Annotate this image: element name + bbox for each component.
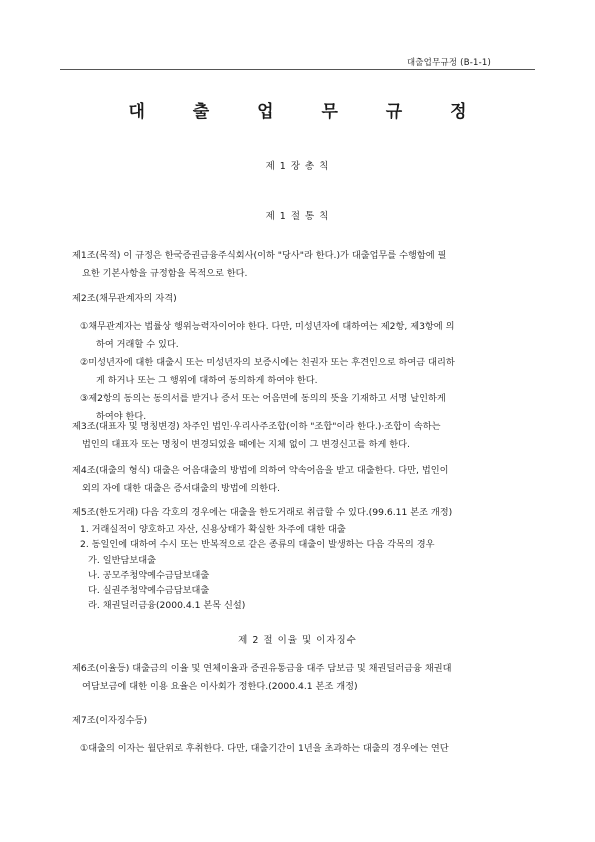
item-line: 게 하거나 또는 그 행위에 대하여 동의하게 하여야 한다. [96,375,318,386]
article-6-line: 여담보금에 대한 이용 요율은 이사회가 정한다.(2000.4.1 본조 개정) [82,681,358,692]
document-code: 대출업무규정 (B-1-1) [406,58,491,68]
article-5-subitems [88,553,528,613]
item-line: ①채무관계자는 법률상 행위능력자이어야 한다. 다만, 미성년자에 대하여는 제2항, 제3항에 의 [80,321,455,332]
article-5-items [80,522,520,552]
article-2-item-1 [80,318,525,354]
item-line: ③제2항의 동의는 동의서를 받거나 증서 또는 어음면에 동의의 뜻을 기재하고 서명 날인하게 [80,393,446,404]
chapter-heading: 제 1 장 총 칙 [265,161,330,172]
article-3 [72,418,527,454]
list-item: 1. 거래실적이 양호하고 자산, 신용상태가 확실한 차주에 대한 대출 [80,524,346,535]
item-line: 하여 거래할 수 있다. [96,339,179,350]
list-item: 다. 실권주청약예수금담보대출 [88,585,210,596]
article-6-line: 제6조(이율등) 대출금의 이율 및 연체이율과 증권유통금융 대주 담보금 및 채권딜러금융 채권대 [72,663,452,674]
section-heading: 제 1 절 통 칙 [265,211,330,222]
article-1-line: 제1조(목적) 이 규정은 한국증권금융주식회사(이하 "당사"라 한다.)가 대출업무를 수행함에 필 [72,250,447,261]
article-1-line: 요한 기본사항을 규정함을 목적으로 한다. [82,268,248,279]
article-3-line: 제3조(대표자 및 명칭변경) 차주인 법인·우리사주조합(이하 "조합"이라 한다.)·조합이 속하는 [72,421,441,432]
item-line: 하여야 한다. [96,411,147,422]
list-item: 2. 동일인에 대하여 수시 또는 반복적으로 같은 종류의 대출이 발생하는 다음 각목의 경우 [80,539,435,550]
list-item: 나. 공모주청약예수금담보대출 [88,570,210,581]
article-4 [72,462,527,498]
article-7-item-1: ①대출의 이자는 월단위로 후취한다. 다만, 대출기간이 1년을 초과하는 대출의 경우에는 연단 [80,743,449,754]
article-2-heading: 제2조(채무관계자의 자격) [72,293,177,304]
article-6 [72,660,527,696]
header-rule [60,69,535,70]
article-3-line: 법인의 대표자 또는 명칭이 변경되었을 때에는 지체 없이 그 변경신고를 하게 한다. [82,439,410,450]
article-2-items [80,318,525,426]
article-5-heading: 제5조(한도거래) 다음 각호의 경우에는 대출을 한도거래로 취급할 수 있다.(99.6.11 본조 개정) [72,507,453,518]
article-7-heading: 제7조(이자징수등) [72,715,148,726]
article-4-line: 외의 자에 대한 대출은 증서대출의 방법에 의한다. [82,483,280,494]
list-item: 가. 일반담보대출 [88,555,156,566]
document-title: 대 출 업 무 규 정 [128,102,488,122]
article-2-item-2 [80,354,525,390]
article-4-line: 제4조(대출의 형식) 대출은 어음대출의 방법에 의하여 약속어음을 받고 대출한다. 다만, 법인이 [72,465,449,476]
section-2-heading: 제 2 절 이율 및 이자징수 [238,635,357,646]
list-item: 라. 채권딜러금융(2000.4.1 본목 신설) [88,600,246,611]
item-line: ②미성년자에 대한 대출시 또는 미성년자의 보증시에는 친권자 또는 후견인으로 하여금 대리하 [80,357,455,368]
article-1 [72,247,527,283]
